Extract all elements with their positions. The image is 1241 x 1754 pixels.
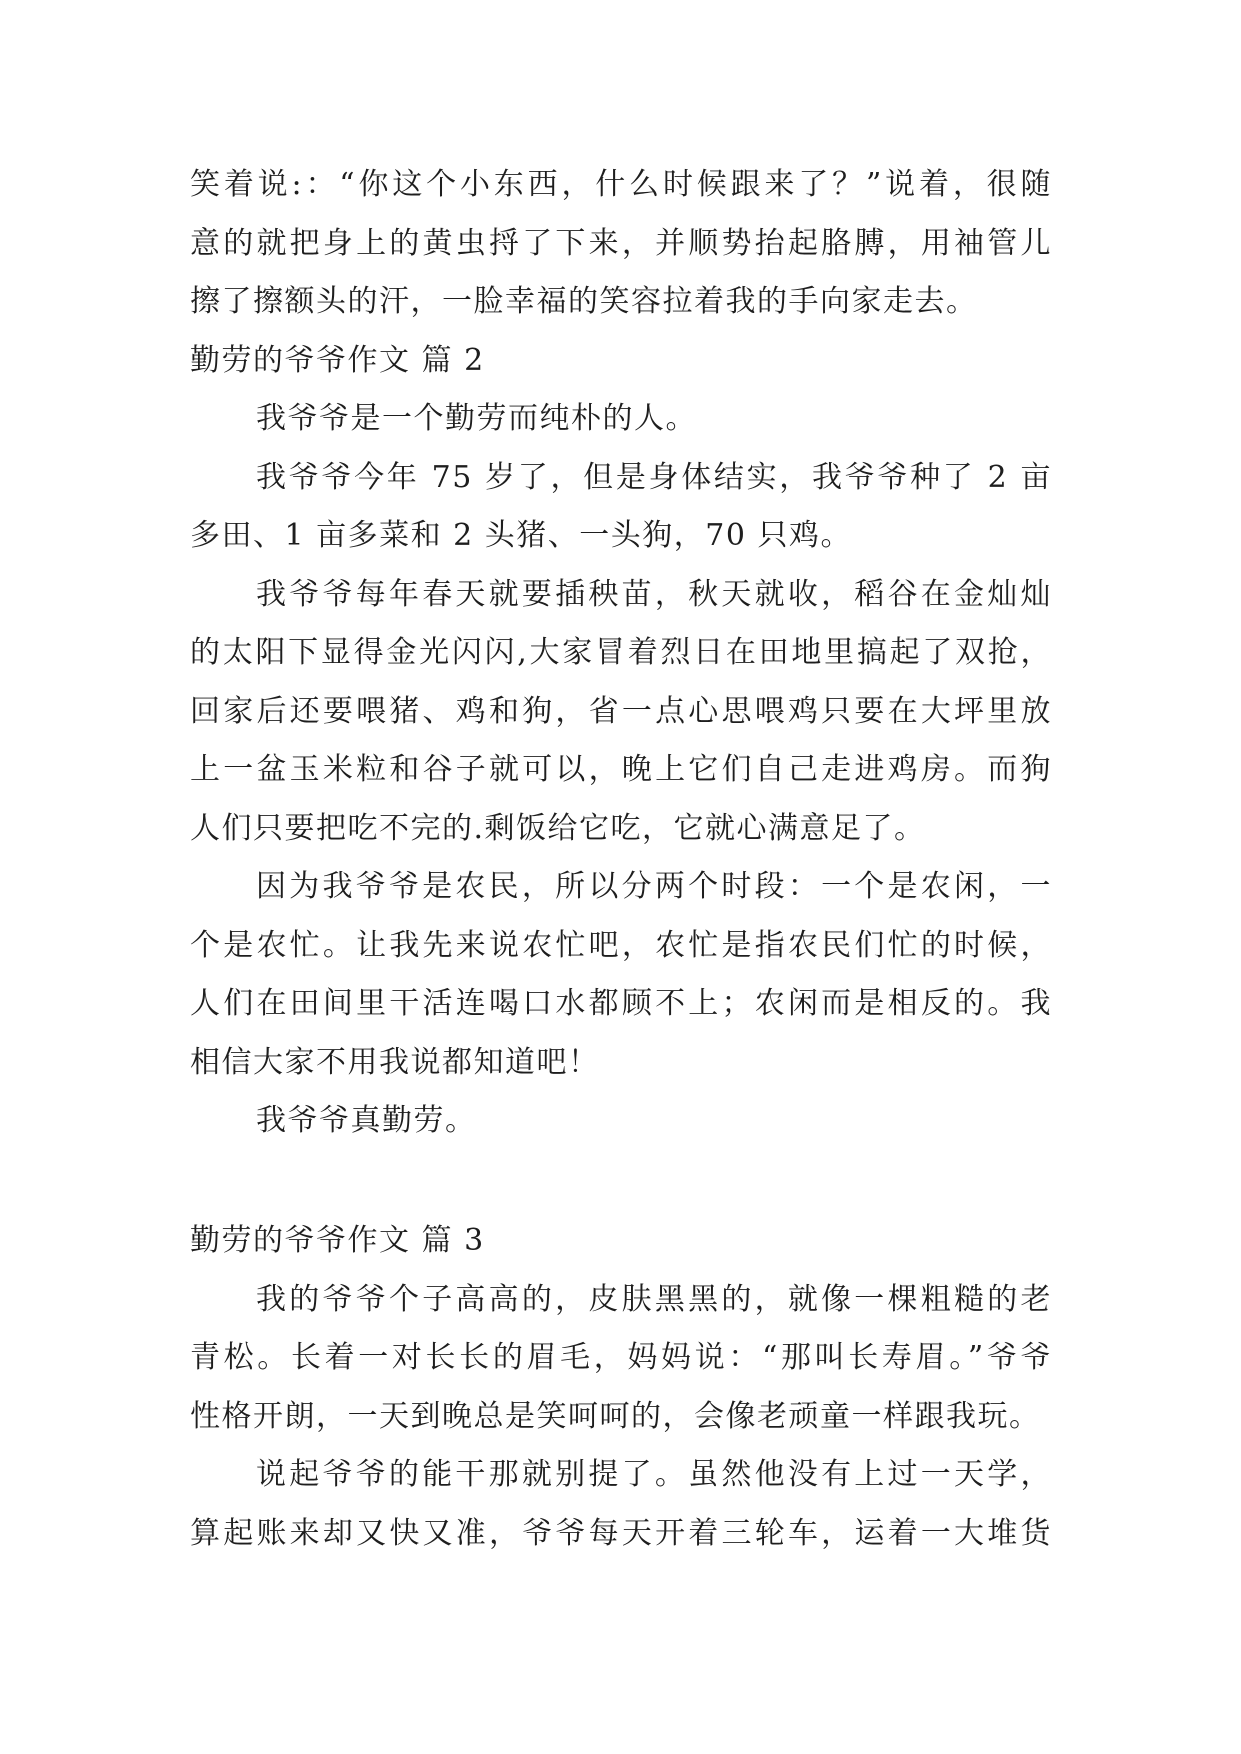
text-line: 人们只要把吃不完的.剩饭给它吃，它就心满意足了。 [190, 810, 926, 846]
text-line: 说起爷爷的能干那就别提了。虽然他没有上过一天学， [256, 1457, 1052, 1492]
text-line: 算起账来却又快又准，爷爷每天开着三轮车，运着一大堆货 [190, 1515, 1052, 1551]
text-line: 笑着说:：“你这个小东西，什么时候跟来了？”说着，很随 [190, 167, 1052, 202]
paragraph [190, 1092, 1052, 1151]
text-line: 青松。长着一对长长的眉毛，妈妈说：“那叫长寿眉。”爷爷 [190, 1340, 1052, 1375]
blank-line [190, 1151, 1052, 1213]
paragraph [190, 566, 1052, 859]
essay-section [190, 1212, 1052, 1563]
text-line: 我爷爷真勤劳。 [256, 1103, 477, 1138]
text-line: 我的爷爷个子高高的，皮肤黑黑的，就像一棵粗糙的老 [256, 1281, 1052, 1317]
section-heading: 勤劳的爷爷作文 篇 2 [190, 342, 485, 378]
paragraph [190, 1271, 1052, 1447]
page-body [190, 156, 1052, 1563]
text-line: 我爷爷每年春天就要插秧苗，秋天就收，稻谷在金灿灿 [256, 576, 1052, 612]
text-line: 意的就把身上的黄虫捋了下来，并顺势抬起胳膊，用袖管儿 [190, 225, 1052, 261]
text-line: 相信大家不用我说都知道吧！ [190, 1044, 600, 1080]
text-line: 我爷爷今年 75 岁了，但是身体结实，我爷爷种了 2 亩 [256, 459, 1052, 495]
paragraph [190, 390, 1052, 449]
text-line: 性格开朗，一天到晚总是笑呵呵的，会像老顽童一样跟我玩。 [190, 1398, 1041, 1434]
section-heading: 勤劳的爷爷作文 篇 3 [190, 1223, 485, 1258]
text-line: 多田、1 亩多菜和 2 头猪、一头狗，70 只鸡。 [190, 518, 852, 553]
text-line: 回家后还要喂猪、鸡和狗，省一点心思喂鸡只要在大坪里放 [190, 693, 1052, 729]
text-line: 我爷爷是一个勤劳而纯朴的人。 [256, 401, 697, 436]
continued-paragraph [190, 156, 1052, 332]
essay-section [190, 332, 1052, 1151]
paragraph [190, 858, 1052, 1092]
text-line: 因为我爷爷是农民，所以分两个时段：一个是农闲，一 [256, 869, 1052, 904]
text-line: 擦了擦额头的汗，一脸幸福的笑容拉着我的手向家走去。 [190, 284, 978, 319]
text-line: 人们在田间里干活连喝口水都顾不上；农闲而是相反的。我 [190, 986, 1052, 1021]
paragraph [190, 449, 1052, 566]
text-line: 个是农忙。让我先来说农忙吧，农忙是指农民们忙的时候， [190, 927, 1052, 963]
text-line: 上一盆玉米粒和谷子就可以，晚上它们自己走进鸡房。而狗 [190, 752, 1052, 787]
text-line: 的太阳下显得金光闪闪,大家冒着烈日在田地里搞起了双抢， [190, 635, 1052, 670]
paragraph [190, 1446, 1052, 1563]
